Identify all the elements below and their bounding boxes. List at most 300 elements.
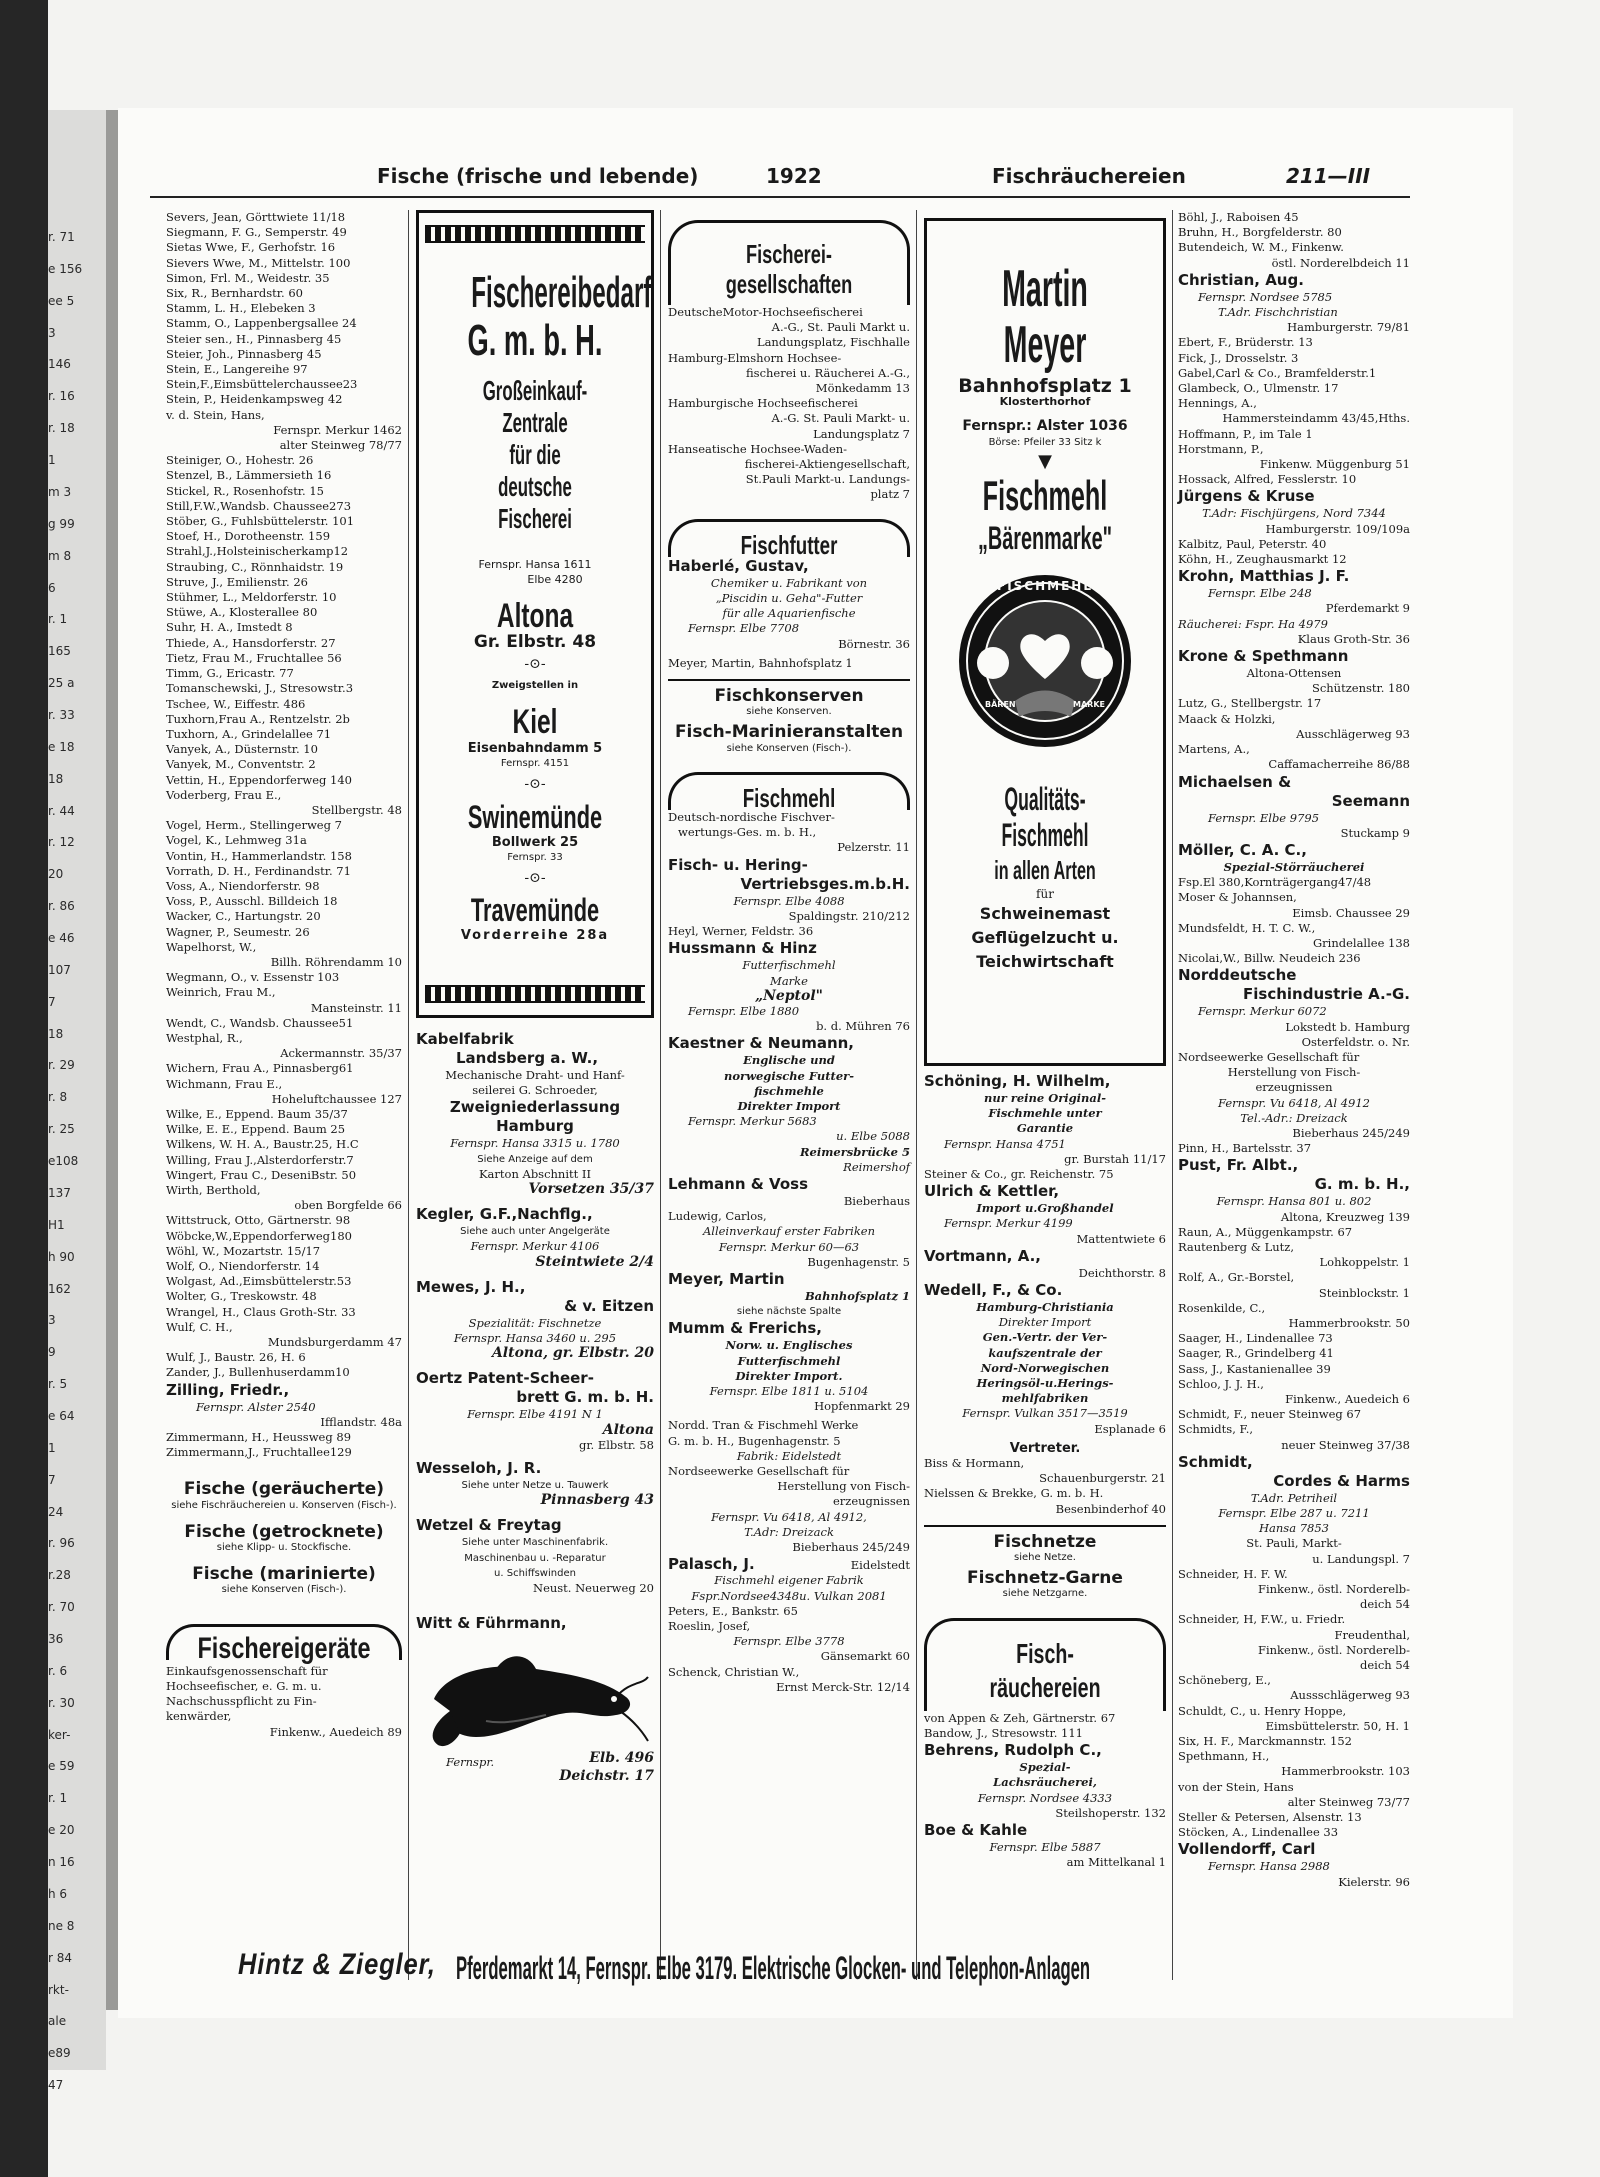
section-heading: räuchereien (989, 1671, 1101, 1703)
directory-entry: Steinblockstr. 1 (1318, 1285, 1410, 1300)
entry-text: Gen.-Vertr. der Ver- (982, 1330, 1108, 1345)
entry-name: Schmidt, (1178, 1452, 1253, 1471)
left-page-text: 36 (48, 1632, 64, 1647)
directory-entry: Severs, Jean, Görttwiete 11/18 (166, 210, 346, 224)
entry-name: Heyl, Werner, Feldstr. 36 (668, 924, 814, 939)
directory-entry: Hamburg-Elmshorn Hochsee- (668, 350, 842, 365)
entry-name: Pinn, H., Bartelsstr. 37 (1178, 1141, 1312, 1156)
entry-phone: Fspr.Nordsee4348u. Vulkan 2081 (691, 1588, 887, 1603)
entry-phone: Fernspr. Merkur 5683 (688, 1114, 817, 1129)
ad-text: für (1036, 887, 1054, 902)
entry-text: Fischmehl eigener Fabrik (714, 1573, 864, 1588)
directory-entry: erzeugnissen (832, 1494, 910, 1509)
left-page-text: 24 (48, 1504, 64, 1519)
left-page-text: ale (48, 2014, 67, 2029)
ad-separator: -⊙- (524, 870, 546, 887)
entry-text: Garantie (1016, 1121, 1074, 1136)
entry-address: Neust. Neuerweg 20 (533, 1581, 654, 1596)
entry-address: Hamburgerstr. 109/109a (1265, 521, 1410, 536)
left-page-text: e 20 (48, 1823, 75, 1838)
entry-text: Mechanische Draht- und Hanf- (445, 1068, 625, 1082)
left-page-text: 146 (48, 357, 71, 372)
entry-text: Marke (770, 973, 808, 988)
entry-text: Herstellung von Fisch- (1227, 1065, 1361, 1080)
entry-name: Möller, C. A. C., (1178, 840, 1307, 859)
directory-entry: Ausschlägerweg 93 (1296, 726, 1410, 741)
entry-name: Wetzel & Freytag (416, 1516, 562, 1535)
directory-entry: Simon, Frl. M., Weidestr. 35 (166, 270, 330, 285)
directory-entry: Wilkens, W. H. A., Baustr.25, H.C (166, 1137, 359, 1152)
directory-entry: Stickel, R., Rosenhofstr. 15 (166, 483, 324, 498)
entry-address: Reimersbrücke 5 (799, 1144, 910, 1159)
reference-note: siehe Netzgarne. (1002, 1588, 1088, 1600)
directory-entry: platz 7 (870, 487, 910, 502)
directory-entry: Suhr, H. A., Imstedt 8 (166, 620, 293, 635)
directory-entry: Freudenthal, (1334, 1627, 1410, 1642)
ad-address: Bollwerk 25 (491, 834, 579, 850)
directory-entry: Tietz, Frau M., Fruchtallee 56 (166, 650, 342, 665)
entry-text: „Piscidin u. Geha"-Futter (715, 591, 863, 606)
directory-entry: Vorrath, D. H., Ferdinandstr. 71 (166, 863, 351, 878)
directory-entry: Glambeck, O., Ulmenstr. 17 (1178, 381, 1339, 396)
directory-entry: Strahl,J.,Holsteinischerkamp12 (166, 544, 349, 559)
entry-text: kaufszentrale der (988, 1345, 1102, 1360)
directory-entry: Hanseatische Hochsee-Waden- (668, 441, 848, 456)
entry-text: für alle Aquarienfische (722, 606, 856, 621)
entry-address: Eidelstedt (850, 1558, 910, 1573)
footer-text: Pferdemarkt 14, Fernspr. Elbe 3179. Elektrische Glocken- und Telephon-Anlagen (456, 1950, 1091, 1986)
ad-text: Schweinemast (979, 904, 1111, 924)
directory-entry: Westphal, R., (166, 1030, 243, 1045)
directory-entry: Vanyek, M., Conventstr. 2 (166, 757, 316, 772)
ad-city: Altona (496, 597, 574, 636)
entry-text: Direkter Import. (735, 1368, 843, 1383)
ad-address: Eisenbahndamm 5 (467, 741, 603, 757)
entry-name: Zweigniederlassung (449, 1098, 621, 1117)
directory-entry: Landungsplatz 7 (813, 426, 910, 441)
directory-entry: Schmidts, F., (1178, 1422, 1254, 1437)
directory-entry: Wegmann, O., v. Essenstr 103 (166, 970, 340, 985)
entry-text: Englische und (743, 1053, 835, 1068)
directory-entry: Schöneberg, E., (1178, 1673, 1271, 1688)
column-1 (166, 210, 402, 1740)
directory-entry: Siegmann, F. G., Semperstr. 49 (166, 225, 347, 240)
left-page-text: r. 96 (48, 1536, 75, 1551)
directory-entry: Wulf, C. H., (166, 1319, 233, 1334)
directory-entry: Wendt, C., Wandsb. Chaussee51 (166, 1015, 354, 1030)
left-page-text: 3 (48, 1313, 56, 1328)
directory-entry: Moser & Johannsen, (1178, 890, 1297, 905)
directory-entry: Stein, P., Heidenkampsweg 42 (166, 392, 343, 407)
entry-text: Fabrik: Eidelstedt (736, 1448, 842, 1463)
left-page-text: m 3 (48, 484, 72, 499)
column-divider (408, 210, 409, 1980)
directory-entry: Hennings, A., (1178, 396, 1257, 411)
directory-entry: Wittstruck, Otto, Gärtnerstr. 98 (166, 1213, 351, 1228)
entry-note: Maschinenbau u. -Reparatur (464, 1552, 606, 1564)
directory-entry: Timm, G., Ericastr. 77 (166, 666, 294, 681)
directory-entry: Köhn, H., Zeughausmarkt 12 (1178, 552, 1347, 567)
directory-entry: Stein,F.,Eimsbüttelerchaussee23 (166, 377, 358, 392)
entry-address: Kielerstr. 96 (1338, 1874, 1410, 1889)
left-page-text: 9 (48, 1345, 56, 1360)
directory-entry: Nordseewerke Gesellschaft für (668, 1463, 850, 1478)
directory-entry: Böhl, J., Raboisen 45 (1178, 210, 1299, 224)
directory-entry: Wrangel, H., Claus Groth-Str. 33 (166, 1304, 356, 1319)
entry-text: Chemiker u. Fabrikant von (710, 575, 868, 590)
reference-note: siehe Klipp- u. Stockfische. (216, 1542, 352, 1554)
entry-text: erzeugnissen (1255, 1080, 1333, 1095)
directory-entry: Wolter, G., Treskowstr. 48 (166, 1289, 317, 1304)
entry-phone: Fernspr. Elbe 287 u. 7211 (1218, 1506, 1370, 1521)
entry-name: von Appen & Zeh, Gärtnerstr. 67 (924, 1710, 1116, 1725)
ad-city: Kiel (512, 703, 558, 742)
directory-entry: A.-G., St. Pauli Markt u. (771, 320, 910, 335)
ad-phone: Fernspr. 33 (507, 851, 563, 863)
fischereibedarf-advertisement (416, 210, 654, 1018)
directory-entry: Six, R., Bernhardstr. 60 (166, 286, 303, 301)
directory-entry: Schmidt, F., neuer Steinweg 67 (1178, 1407, 1362, 1422)
left-page-text: H1 (48, 1217, 65, 1232)
left-page-text: 165 (48, 644, 71, 659)
footer-company: Hintz & Ziegler, (238, 1948, 436, 1981)
left-page-text: e 18 (48, 739, 75, 754)
entry-address: Altona, gr. Elbstr. 20 (491, 1345, 654, 1362)
left-page-text: r. 8 (48, 1090, 68, 1105)
entry-address: Klaus Groth-Str. 36 (1297, 631, 1410, 646)
entry-address: Pinnasberg 43 (540, 1492, 654, 1509)
directory-entry: Sass, J., Kastanienallee 39 (1178, 1361, 1331, 1376)
witt-contact (416, 1751, 654, 1787)
entry-name: Peters, E., Bankstr. 65 (668, 1603, 798, 1618)
entry-text: Lachsräucherei, (993, 1775, 1097, 1790)
directory-entry: Tomanschewski, J., Stresowstr.3 (166, 681, 354, 696)
entry-address: Steilshoperstr. 132 (1055, 1805, 1166, 1820)
entry-name: Deutsch-nordische Fischver- (668, 810, 835, 825)
entry-text: Altona-Ottensen (1246, 666, 1342, 681)
entry-name: Schenck, Christian W., (668, 1664, 800, 1679)
entry-address: Bieberhaus 245/249 (792, 1540, 910, 1554)
left-page-text: r. 44 (48, 803, 75, 818)
column-3 (668, 210, 910, 1695)
entry-phone: Fernspr. Alster 2540 (196, 1399, 316, 1414)
entry-list (1178, 210, 1410, 271)
entry-phone: Fernspr. Elbe 1880 (688, 1003, 800, 1018)
entry-address: Hopfenmarkt 29 (814, 1399, 910, 1414)
directory-entry: Billh. Röhrendamm 10 (270, 954, 402, 969)
directory-entry: alter Steinweg 73/77 (1287, 1794, 1410, 1809)
directory-entry: Straubing, C., Rönnhaidstr. 19 (166, 559, 344, 574)
entry-address: Lokstedt b. Hamburg (1285, 1019, 1410, 1034)
entry-text: norwegische Futter- (724, 1068, 854, 1083)
directory-entry: Hossack, Alfred, Fesslerstr. 10 (1178, 472, 1357, 487)
entry-phone: Fernspr. Elbe 9795 (1208, 810, 1320, 825)
ad-text: Teichwirtschaft (976, 952, 1114, 972)
ad-phone: Fernspr. 4151 (500, 758, 570, 770)
scan-binding-edge (0, 0, 48, 2177)
directory-entry: Eimsbüttelerstr. 50, H. 1 (1265, 1718, 1410, 1733)
directory-entry: Finkenw., Auedeich 6 (1285, 1392, 1410, 1406)
ad-location: Börse: Pfeiler 33 Sitz k (988, 436, 1102, 448)
ad-address: Vorderreihe 28a (460, 928, 610, 944)
directory-entry: Vogel, K., Lehmweg 31a (166, 833, 307, 848)
entry-address: Stuckamp 9 (1340, 825, 1410, 840)
directory-entry: Lohkoppelstr. 1 (1319, 1255, 1410, 1270)
ad-subtitle: Großeinkauf-Zentrale (482, 375, 588, 438)
entry-phone: Fernspr. Vulkan 3517—3519 (962, 1406, 1128, 1421)
section-heading: gesellschaften (725, 269, 853, 299)
directory-entry: Six, H. F., Marckmannstr. 152 (1178, 1734, 1352, 1749)
directory-entry: Zimmermann, H., Heussweg 89 (166, 1430, 352, 1445)
left-page-text: 47 (48, 2078, 64, 2093)
left-page-text: r. 1 (48, 1791, 68, 1806)
entry-note: Siehe unter Netze u. Tauwerk (461, 1480, 609, 1492)
entry-name: Wedell, F., & Co. (924, 1281, 1063, 1300)
entry-address: Deichstr. 17 (559, 1768, 654, 1785)
left-page-text: r. 33 (48, 707, 75, 722)
directory-entry: Wacker, C., Hartungstr. 20 (166, 909, 321, 924)
directory-entry: Still,F.W.,Wandsb. Chaussee273 (166, 498, 352, 513)
directory-entry: Fernspr. Merkur 1462 (273, 422, 402, 437)
entry-name: Landsberg a. W., (456, 1049, 599, 1067)
reference-note: siehe Fischräuchereien u. Konserven (Fisch-). (171, 1499, 397, 1511)
entry-address: Bieberhaus 245/249 (1292, 1125, 1410, 1140)
entry-list (1178, 890, 1410, 966)
entry-name: Lehmann & Voss (668, 1174, 808, 1193)
entry-phone: Fernspr. Elbe 1811 u. 5104 (709, 1383, 869, 1398)
directory-entry: Struve, J., Emilienstr. 26 (166, 574, 308, 589)
ad-phone: Fernspr.: Alster 1036 (962, 418, 1128, 435)
directory-entry: Mundsburgerdamm 47 (267, 1335, 402, 1350)
left-page-text: e 46 (48, 931, 75, 946)
entry-address: am Mittelkanal 1 (1066, 1855, 1166, 1870)
entry-phone: Fernspr. Merkur 4106 (470, 1239, 600, 1254)
ad-phone: Fernspr. Hansa 1611 (478, 558, 592, 571)
ad-city: Travemünde (470, 892, 600, 929)
directory-entry: Thiede, A., Hansdorferstr. 27 (166, 635, 336, 650)
entry-address: Bahnhofsplatz 1 (804, 1288, 910, 1303)
directory-entry: Landungsplatz, Fischhalle (756, 335, 910, 350)
entry-name: Steiner & Co., gr. Reichenstr. 75 (924, 1167, 1114, 1182)
left-page-text: 25 a (48, 676, 75, 691)
header-year: 1922 (766, 164, 822, 188)
entry-name: Jürgens & Kruse (1178, 487, 1315, 506)
directory-entry: Stöcken, A., Lindenallee 33 (1178, 1825, 1339, 1840)
left-page-text: e 156 (48, 261, 83, 276)
section-heading-box (668, 519, 910, 560)
entry-phone: Fernspr. Hansa 801 u. 802 (1216, 1194, 1372, 1209)
entry-address: Ifflandstr. 48a (320, 1414, 402, 1429)
entry-phone: T.Adr: Fischjürgens, Nord 7344 (1202, 506, 1386, 521)
directory-entry: Stenzel, B., Lämmersieth 16 (166, 468, 332, 483)
entry-phone: Fernspr. Elbe 4191 N 1 (467, 1407, 603, 1422)
left-page-text: r. 5 (48, 1377, 68, 1392)
directory-entry: Steier, Joh., Pinnasberg 45 (166, 346, 322, 361)
entry-name: Mumm & Frerichs, (668, 1319, 822, 1338)
directory-entry: Finkenw., östl. Norderelb- (1257, 1582, 1410, 1597)
left-page-text: g 99 (48, 516, 75, 531)
entry-phone: Fernspr. Vu 6418, Al 4912, (711, 1509, 867, 1524)
entry-address: Pelzerstr. 11 (837, 840, 910, 855)
directory-entry: Lutz, G., Stellbergstr. 17 (1178, 696, 1322, 711)
directory-entry: Maack & Holzki, (1178, 711, 1276, 726)
entry-address: Altona, Kreuzweg 139 (1280, 1209, 1410, 1224)
entry-name: Nordseewerke Gesellschaft für (1178, 1049, 1360, 1064)
directory-entry: Bruhn, H., Borgfelderstr. 80 (1178, 225, 1342, 240)
directory-entry: Wöhl, W., Mozartstr. 15/17 (166, 1243, 321, 1258)
section-heading: Fischfutter (740, 529, 838, 560)
ad-subtitle: für die (509, 439, 561, 470)
entry-address: b. d. Mühren 76 (816, 1019, 910, 1034)
section-heading-box (924, 1618, 1166, 1711)
directory-entry: oben Borgfelde 66 (294, 1198, 402, 1213)
directory-entry: Stoef, H., Dorotheenstr. 159 (166, 529, 331, 544)
entry-address: Ernst Merck-Str. 12/14 (776, 1679, 910, 1694)
catfish-icon (416, 1641, 652, 1751)
entry-note: Siehe unter Maschinenfabrik. (461, 1537, 609, 1549)
directory-entry: Stöber, G., Fuhlsbüttelerstr. 101 (166, 514, 355, 529)
entry-name: G. m. b. H., (1314, 1175, 1410, 1194)
directory-entry: Wolf, O., Niendorferstr. 14 (166, 1259, 320, 1274)
directory-entry: Wagner, P., Seumestr. 26 (166, 924, 310, 939)
entry-name: Fisch- u. Hering- (668, 855, 808, 874)
entry-name: Fischindustrie A.-G. (1243, 985, 1410, 1004)
directory-entry: Ackermannstr. 35/37 (280, 1046, 402, 1061)
entry-list (1178, 696, 1410, 772)
ad-branches-label: Zweigstellen in (491, 679, 579, 691)
entry-text: Hamburg-Christiania (976, 1300, 1114, 1315)
left-page-text: 18 (48, 771, 64, 786)
directory-entry: Stein, E., Langereihe 97 (166, 362, 308, 377)
entry-list (668, 1464, 910, 1510)
directory-entry: Hochseefischer, e. G. m. u. (166, 1679, 322, 1694)
entry-name: Cordes & Harms (1273, 1471, 1410, 1490)
entry-address: Bieberhaus (843, 1193, 910, 1208)
ad-address: Bahnhofsplatz 1 (958, 375, 1132, 397)
entry-telegram: Tel.-Adr.: Dreizack (1240, 1110, 1348, 1125)
left-page-text: r.28 (48, 1568, 71, 1583)
entry-name: Witt & Führmann, (416, 1614, 567, 1633)
directory-entry: Stamm, O., Lappenbergsallee 24 (166, 316, 357, 331)
section-heading: Fisch- (1016, 1637, 1074, 1669)
entry-address: Besenbinderhof 40 (1055, 1501, 1166, 1516)
entry-text: G. m. b. H., Bugenhagenstr. 5 (668, 1433, 841, 1448)
entry-note: Karton Abschnitt II (478, 1166, 592, 1181)
entry-text: Alleinverkauf erster Fabriken (702, 1224, 876, 1239)
entry-name: Wesseloh, J. R. (416, 1459, 542, 1478)
directory-entry: Raun, A., Müggenkampstr. 67 (1178, 1224, 1353, 1239)
entry-text: Import u.Großhandel (976, 1201, 1114, 1216)
directory-entry: Saager, R., Grindelberg 41 (1178, 1346, 1334, 1361)
directory-entry: Saager, H., Lindenallee 73 (1178, 1331, 1333, 1346)
entry-name: Palasch, J. (668, 1555, 755, 1574)
book-gutter (106, 110, 118, 2010)
directory-entry: Steiniger, O., Hohestr. 26 (166, 453, 314, 468)
column-4 (924, 210, 1166, 1870)
ad-text: Geflügelzucht u. (971, 928, 1119, 948)
ad-product: Fischmehl (982, 472, 1108, 520)
directory-entry: Stühmer, L., Meldorferstr. 10 (166, 590, 337, 605)
directory-entry: Hamburgische Hochseefischerei (668, 396, 858, 411)
left-page-text: r 84 (48, 1950, 73, 1965)
entry-address: Spaldingstr. 210/212 (788, 908, 910, 923)
left-page-text: rkt- (48, 1982, 69, 1997)
seal-text: MARKE (1073, 700, 1105, 710)
entry-list (166, 1430, 402, 1460)
entry-phone: Fsp.El 380,Kornträgergang47/48 (1178, 875, 1372, 890)
directory-entry: Tuxhorn,Frau A., Rentzelstr. 2b (166, 711, 350, 726)
left-page-text: 1 (48, 1440, 56, 1455)
reference-title: Fische (marinierte) (192, 1564, 376, 1585)
entry-name: Haberlé, Gustav, (668, 556, 809, 575)
entry-city: Altona (602, 1421, 654, 1438)
directory-entry: Rautenberg & Lutz, (1178, 1239, 1294, 1254)
entry-address: Hamburgerstr. 79/81 (1287, 320, 1410, 335)
directory-entry: Wichern, Frau A., Pinnasberg61 (166, 1061, 354, 1076)
entry-name: Nordd. Tran & Fischmehl Werke (668, 1418, 859, 1433)
entry-address: gr. Elbstr. 58 (578, 1437, 654, 1452)
directory-entry: Wolgast, Ad.,Eimsbüttelerstr.53 (166, 1274, 352, 1289)
entry-name: Meyer, Martin (668, 1269, 785, 1288)
entry-phone: Räucherei: Fspr. Ha 4979 (1178, 616, 1328, 631)
directory-entry: Wingert, Frau C., DeseniBstr. 50 (166, 1167, 357, 1182)
entry-name: Kaestner & Neumann, (668, 1034, 855, 1053)
left-page-text: ee 5 (48, 293, 75, 308)
directory-entry: St.Pauli Markt-u. Landungs- (745, 472, 910, 487)
entry-text: mehlfabriken (1001, 1391, 1089, 1406)
header-page-number: 211—III (1286, 164, 1371, 188)
entry-name: & v. Eitzen (564, 1296, 654, 1315)
directory-entry: Herstellung von Fisch- (777, 1479, 910, 1494)
directory-entry: Wirth, Berthold, (166, 1183, 261, 1197)
directory-entry: Vettin, H., Eppendorferweg 140 (166, 772, 352, 787)
entry-name: Vollendorff, Carl (1178, 1840, 1316, 1859)
directory-entry: Gabel,Carl & Co., Bramfelderstr.1 (1178, 365, 1377, 380)
entry-text: Spezial- (1019, 1760, 1071, 1775)
entry-phone-label: Fernspr. (446, 1755, 495, 1770)
entry-address: Vorsetzen 35/37 (528, 1181, 654, 1198)
entry-name: Krohn, Matthias J. F. (1178, 567, 1350, 586)
directory-entry: Kalbitz, Paul, Peterstr. 40 (1178, 536, 1327, 551)
section-heading-box (668, 220, 910, 305)
entry-phone: Fernspr. Elbe 5887 (989, 1839, 1101, 1854)
directory-entry: A.-G. St. Pauli Markt- u. (771, 411, 910, 426)
directory-entry: Fick, J., Drosselstr. 3 (1178, 350, 1299, 365)
entry-note: u. Schiffswinden (494, 1567, 576, 1579)
entry-note: siehe nächste Spalte (736, 1306, 842, 1318)
entry-phone: Fernspr. Merkur 60—63 (718, 1239, 860, 1254)
directory-entry: Stüwe, A., Klosterallee 80 (166, 605, 318, 620)
chevron-down-icon: ▼ (1038, 450, 1052, 472)
reference-title: Fisch-Marinieranstalten (674, 722, 904, 743)
left-page-text: 1 (48, 453, 56, 468)
section-heading: Fischmehl (742, 782, 836, 813)
directory-entry: Hoheluftchaussee 127 (271, 1091, 402, 1106)
entry-address: Osterfeldstr. o. Nr. (1301, 1034, 1410, 1049)
ad-phone: Elbe 4280 (527, 573, 583, 587)
directory-entry: Wilke, E., Eppend. Baum 35/37 (166, 1106, 348, 1121)
directory-entry: Steier sen., H., Pinnasberg 45 (166, 331, 342, 346)
directory-entry: neuer Steinweg 37/38 (1281, 1437, 1410, 1452)
directory-entry: Stamm, L. H., Elebeken 3 (166, 301, 316, 316)
directory-entry: Steller & Petersen, Alsenstr. 13 (1178, 1810, 1362, 1825)
reference-title: Fische (geräucherte) (183, 1479, 385, 1500)
entry-note: Siehe Anzeige auf dem (477, 1153, 593, 1165)
entry-text: nur reine Original- (983, 1091, 1107, 1105)
header-rule (150, 196, 1410, 198)
ad-text: in allen Arten (994, 855, 1096, 886)
left-page-text: r. 86 (48, 899, 75, 914)
